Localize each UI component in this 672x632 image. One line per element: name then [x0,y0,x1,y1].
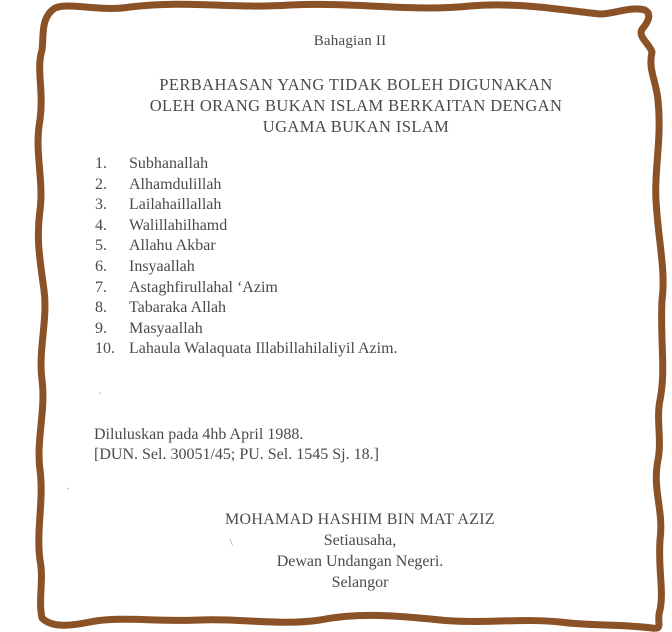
list-item [95,339,398,360]
item-number: 5. [95,237,107,255]
item-text: Astaghfirullahal ‘Azim [129,278,278,296]
signatory-name: MOHAMAD HASHIM BIN MAT AZIZ [224,511,496,528]
heading-line: OLEH ORANG BUKAN ISLAM BERKAITAN DENGAN [149,96,563,115]
list-item [95,257,398,278]
item-text: Lahaula Walaquata Illabillahilaliyil Azim. [129,340,398,358]
item-number: 7. [95,278,107,296]
scan-speck: · [66,484,70,495]
list-item [95,216,398,237]
section-label: Bahagian II [313,33,387,49]
list-item [95,195,398,216]
approval-reference: [DUN. Sel. 30051/45; PU. Sel. 1545 Sj. 18.] [94,446,379,463]
item-text: Lailahaillallah [129,196,222,214]
item-number: 8. [95,299,107,317]
approval-date: Diluluskan pada 4hb April 1988. [94,426,304,443]
scan-speck: \ [230,538,233,549]
item-number: 10. [95,340,115,358]
item-number: 6. [95,257,107,275]
item-number: 9. [95,319,107,337]
item-text: Masyaallah [129,319,203,337]
item-text: Insyaallah [129,257,195,275]
item-number: 4. [95,216,107,234]
scan-speck: ` [98,392,102,403]
item-text: Alhamdulillah [129,175,222,193]
item-text: Allahu Akbar [129,237,216,255]
signatory-state: Selangor [331,574,389,591]
item-number: 3. [95,196,107,214]
signature-block [210,509,510,593]
document-heading [0,74,672,137]
heading-line: UGAMA BUKAN ISLAM [262,117,450,136]
heading-line: PERBAHASAN YANG TIDAK BOLEH DIGUNAKAN [159,75,553,94]
signatory-office: Dewan Undangan Negeri. [276,553,444,570]
list-item [95,175,398,196]
item-text: Subhanallah [129,155,209,172]
list-item [95,319,398,340]
list-item [95,298,398,319]
signatory-title: Setiausaha, [323,532,397,549]
item-text: Tabaraka Allah [129,299,227,317]
approval-block [94,425,379,465]
item-number: 1. [95,155,107,172]
list-item [95,236,398,257]
phrase-list [95,154,398,360]
list-item [95,278,398,299]
list-item [95,154,398,175]
item-text: Walillahilhamd [129,216,228,234]
item-number: 2. [95,175,107,193]
